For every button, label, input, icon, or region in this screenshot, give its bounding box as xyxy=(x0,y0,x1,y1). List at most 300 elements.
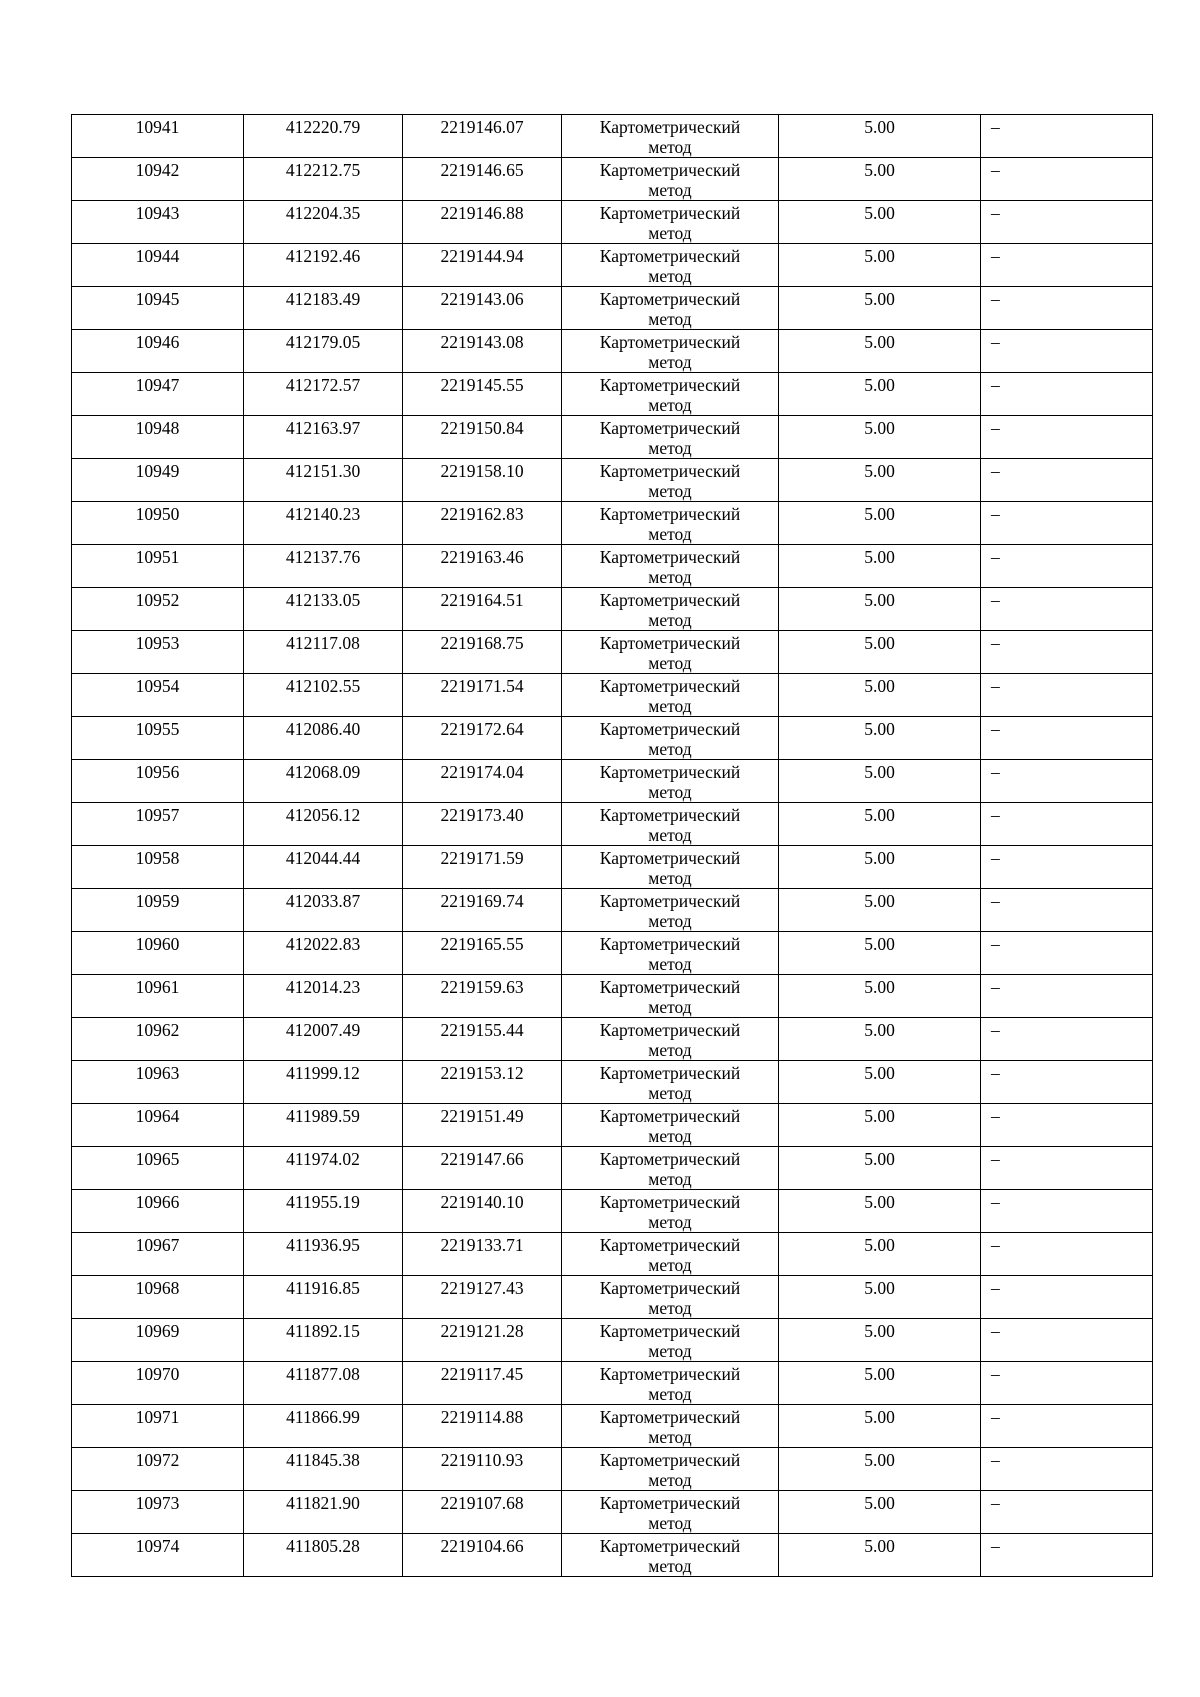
table-row xyxy=(72,889,1153,932)
method-cell xyxy=(562,1276,779,1319)
y-coordinate-cell xyxy=(403,545,562,588)
method-cell xyxy=(562,588,779,631)
x-coordinate-cell xyxy=(244,373,403,416)
accuracy-cell-text: 5.00 xyxy=(864,1450,895,1470)
method-cell-text: Картометрический метод xyxy=(599,1278,741,1318)
point-number-cell-text: 10947 xyxy=(135,375,180,395)
point-number-cell xyxy=(72,158,244,201)
table-row xyxy=(72,287,1153,330)
x-coordinate-cell xyxy=(244,158,403,201)
point-number-cell-text: 10971 xyxy=(135,1407,180,1427)
note-cell-text: – xyxy=(991,934,1000,954)
note-cell-text: – xyxy=(991,719,1000,739)
note-cell xyxy=(981,1104,1153,1147)
point-number-cell xyxy=(72,201,244,244)
note-cell xyxy=(981,1319,1153,1362)
x-coordinate-cell-text: 412204.35 xyxy=(285,203,361,223)
accuracy-cell-text: 5.00 xyxy=(864,332,895,352)
method-cell xyxy=(562,1190,779,1233)
x-coordinate-cell-text: 411955.19 xyxy=(286,1192,360,1212)
method-cell-text: Картометрический метод xyxy=(599,289,741,329)
accuracy-cell-text: 5.00 xyxy=(864,289,895,309)
coordinates-table-body xyxy=(72,115,1153,1577)
point-number-cell xyxy=(72,889,244,932)
point-number-cell-text: 10943 xyxy=(135,203,180,223)
method-cell xyxy=(562,975,779,1018)
method-cell-text: Картометрический метод xyxy=(599,1493,741,1533)
accuracy-cell-text: 5.00 xyxy=(864,1493,895,1513)
note-cell-text: – xyxy=(991,1321,1000,1341)
table-row xyxy=(72,502,1153,545)
accuracy-cell xyxy=(779,287,981,330)
method-cell xyxy=(562,1448,779,1491)
accuracy-cell-text: 5.00 xyxy=(864,246,895,266)
point-number-cell xyxy=(72,416,244,459)
accuracy-cell-text: 5.00 xyxy=(864,676,895,696)
x-coordinate-cell xyxy=(244,975,403,1018)
table-row xyxy=(72,330,1153,373)
point-number-cell-text: 10963 xyxy=(135,1063,180,1083)
point-number-cell xyxy=(72,330,244,373)
point-number-cell xyxy=(72,803,244,846)
note-cell xyxy=(981,975,1153,1018)
note-cell-text: – xyxy=(991,1407,1000,1427)
x-coordinate-cell-text: 412133.05 xyxy=(285,590,361,610)
note-cell-text: – xyxy=(991,1063,1000,1083)
y-coordinate-cell xyxy=(403,287,562,330)
x-coordinate-cell xyxy=(244,416,403,459)
note-cell-text: – xyxy=(991,289,1000,309)
note-cell xyxy=(981,1061,1153,1104)
x-coordinate-cell xyxy=(244,631,403,674)
y-coordinate-cell xyxy=(403,1362,562,1405)
accuracy-cell xyxy=(779,846,981,889)
method-cell-text: Картометрический метод xyxy=(599,676,741,716)
table-row xyxy=(72,1061,1153,1104)
method-cell-text: Картометрический метод xyxy=(599,891,741,931)
point-number-cell xyxy=(72,287,244,330)
table-row xyxy=(72,1534,1153,1577)
y-coordinate-cell-text: 2219162.83 xyxy=(440,504,524,524)
y-coordinate-cell xyxy=(403,1405,562,1448)
x-coordinate-cell-text: 412033.87 xyxy=(285,891,361,911)
point-number-cell xyxy=(72,674,244,717)
accuracy-cell-text: 5.00 xyxy=(864,762,895,782)
note-cell-text: – xyxy=(991,633,1000,653)
method-cell-text: Картометрический метод xyxy=(599,1364,741,1404)
note-cell xyxy=(981,1276,1153,1319)
accuracy-cell xyxy=(779,115,981,158)
y-coordinate-cell-text: 2219110.93 xyxy=(440,1450,524,1470)
y-coordinate-cell-text: 2219158.10 xyxy=(440,461,524,481)
x-coordinate-cell xyxy=(244,803,403,846)
x-coordinate-cell-text: 412140.23 xyxy=(285,504,361,524)
y-coordinate-cell-text: 2219150.84 xyxy=(440,418,524,438)
accuracy-cell xyxy=(779,803,981,846)
y-coordinate-cell xyxy=(403,330,562,373)
note-cell-text: – xyxy=(991,332,1000,352)
accuracy-cell-text: 5.00 xyxy=(864,117,895,137)
note-cell xyxy=(981,502,1153,545)
table-row xyxy=(72,459,1153,502)
x-coordinate-cell-text: 411877.08 xyxy=(286,1364,360,1384)
x-coordinate-cell xyxy=(244,846,403,889)
method-cell-text: Картометрический метод xyxy=(599,1321,741,1361)
y-coordinate-cell xyxy=(403,1534,562,1577)
note-cell-text: – xyxy=(991,117,1000,137)
point-number-cell xyxy=(72,1233,244,1276)
y-coordinate-cell-text: 2219121.28 xyxy=(440,1321,524,1341)
method-cell-text: Картометрический метод xyxy=(599,1106,741,1146)
x-coordinate-cell xyxy=(244,1276,403,1319)
note-cell xyxy=(981,416,1153,459)
x-coordinate-cell xyxy=(244,502,403,545)
point-number-cell-text: 10954 xyxy=(135,676,180,696)
accuracy-cell xyxy=(779,330,981,373)
y-coordinate-cell-text: 2219173.40 xyxy=(440,805,524,825)
y-coordinate-cell-text: 2219165.55 xyxy=(440,934,524,954)
x-coordinate-cell xyxy=(244,1491,403,1534)
method-cell-text: Картометрический метод xyxy=(599,934,741,974)
x-coordinate-cell xyxy=(244,1534,403,1577)
accuracy-cell xyxy=(779,416,981,459)
accuracy-cell xyxy=(779,1061,981,1104)
method-cell-text: Картометрический метод xyxy=(599,1407,741,1447)
accuracy-cell xyxy=(779,459,981,502)
accuracy-cell-text: 5.00 xyxy=(864,1278,895,1298)
x-coordinate-cell-text: 412172.57 xyxy=(285,375,361,395)
point-number-cell-text: 10970 xyxy=(135,1364,180,1384)
method-cell-text: Картометрический метод xyxy=(599,504,741,544)
x-coordinate-cell xyxy=(244,588,403,631)
point-number-cell xyxy=(72,502,244,545)
point-number-cell-text: 10941 xyxy=(135,117,180,137)
point-number-cell-text: 10962 xyxy=(135,1020,180,1040)
point-number-cell xyxy=(72,1276,244,1319)
note-cell xyxy=(981,1147,1153,1190)
accuracy-cell-text: 5.00 xyxy=(864,1106,895,1126)
x-coordinate-cell xyxy=(244,287,403,330)
table-row xyxy=(72,1319,1153,1362)
point-number-cell-text: 10957 xyxy=(135,805,180,825)
point-number-cell-text: 10950 xyxy=(135,504,180,524)
x-coordinate-cell-text: 411989.59 xyxy=(286,1106,360,1126)
accuracy-cell xyxy=(779,545,981,588)
note-cell xyxy=(981,932,1153,975)
y-coordinate-cell-text: 2219104.66 xyxy=(440,1536,524,1556)
x-coordinate-cell-text: 412056.12 xyxy=(285,805,361,825)
point-number-cell xyxy=(72,244,244,287)
method-cell xyxy=(562,115,779,158)
y-coordinate-cell xyxy=(403,1190,562,1233)
note-cell-text: – xyxy=(991,891,1000,911)
x-coordinate-cell xyxy=(244,674,403,717)
point-number-cell xyxy=(72,1104,244,1147)
y-coordinate-cell-text: 2219164.51 xyxy=(440,590,524,610)
accuracy-cell-text: 5.00 xyxy=(864,547,895,567)
accuracy-cell-text: 5.00 xyxy=(864,418,895,438)
method-cell xyxy=(562,1319,779,1362)
y-coordinate-cell xyxy=(403,932,562,975)
point-number-cell-text: 10959 xyxy=(135,891,180,911)
y-coordinate-cell xyxy=(403,889,562,932)
accuracy-cell-text: 5.00 xyxy=(864,504,895,524)
x-coordinate-cell xyxy=(244,1190,403,1233)
point-number-cell-text: 10968 xyxy=(135,1278,180,1298)
note-cell-text: – xyxy=(991,418,1000,438)
accuracy-cell-text: 5.00 xyxy=(864,203,895,223)
point-number-cell-text: 10952 xyxy=(135,590,180,610)
y-coordinate-cell xyxy=(403,1319,562,1362)
point-number-cell xyxy=(72,373,244,416)
accuracy-cell-text: 5.00 xyxy=(864,1364,895,1384)
accuracy-cell xyxy=(779,588,981,631)
method-cell-text: Картометрический метод xyxy=(599,1020,741,1060)
point-number-cell-text: 10951 xyxy=(135,547,180,567)
table-row xyxy=(72,244,1153,287)
y-coordinate-cell-text: 2219144.94 xyxy=(440,246,524,266)
y-coordinate-cell-text: 2219151.49 xyxy=(440,1106,524,1126)
y-coordinate-cell xyxy=(403,201,562,244)
note-cell-text: – xyxy=(991,1364,1000,1384)
method-cell xyxy=(562,760,779,803)
accuracy-cell-text: 5.00 xyxy=(864,633,895,653)
x-coordinate-cell xyxy=(244,1319,403,1362)
note-cell xyxy=(981,1448,1153,1491)
method-cell-text: Картометрический метод xyxy=(599,805,741,845)
y-coordinate-cell-text: 2219117.45 xyxy=(440,1364,524,1384)
method-cell xyxy=(562,631,779,674)
note-cell-text: – xyxy=(991,1493,1000,1513)
x-coordinate-cell-text: 411974.02 xyxy=(286,1149,360,1169)
y-coordinate-cell-text: 2219114.88 xyxy=(440,1407,524,1427)
y-coordinate-cell-text: 2219127.43 xyxy=(440,1278,524,1298)
accuracy-cell xyxy=(779,717,981,760)
accuracy-cell-text: 5.00 xyxy=(864,461,895,481)
method-cell xyxy=(562,803,779,846)
point-number-cell xyxy=(72,1534,244,1577)
method-cell xyxy=(562,1018,779,1061)
x-coordinate-cell-text: 412163.97 xyxy=(285,418,361,438)
x-coordinate-cell xyxy=(244,1147,403,1190)
y-coordinate-cell-text: 2219145.55 xyxy=(440,375,524,395)
table-row xyxy=(72,1233,1153,1276)
point-number-cell xyxy=(72,760,244,803)
y-coordinate-cell-text: 2219107.68 xyxy=(440,1493,524,1513)
x-coordinate-cell-text: 412220.79 xyxy=(285,117,361,137)
y-coordinate-cell xyxy=(403,1147,562,1190)
method-cell-text: Картометрический метод xyxy=(599,1450,741,1490)
table-row xyxy=(72,932,1153,975)
point-number-cell-text: 10969 xyxy=(135,1321,180,1341)
point-number-cell xyxy=(72,1362,244,1405)
y-coordinate-cell-text: 2219143.06 xyxy=(440,289,524,309)
note-cell-text: – xyxy=(991,805,1000,825)
note-cell-text: – xyxy=(991,1450,1000,1470)
x-coordinate-cell-text: 412014.23 xyxy=(285,977,361,997)
accuracy-cell-text: 5.00 xyxy=(864,848,895,868)
note-cell-text: – xyxy=(991,504,1000,524)
note-cell-text: – xyxy=(991,590,1000,610)
note-cell xyxy=(981,1018,1153,1061)
note-cell xyxy=(981,760,1153,803)
y-coordinate-cell-text: 2219172.64 xyxy=(440,719,524,739)
method-cell-text: Картометрический метод xyxy=(599,461,741,501)
accuracy-cell xyxy=(779,201,981,244)
note-cell xyxy=(981,115,1153,158)
y-coordinate-cell-text: 2219171.54 xyxy=(440,676,524,696)
y-coordinate-cell xyxy=(403,416,562,459)
x-coordinate-cell xyxy=(244,1018,403,1061)
method-cell-text: Картометрический метод xyxy=(599,1063,741,1103)
accuracy-cell xyxy=(779,373,981,416)
method-cell-text: Картометрический метод xyxy=(599,160,741,200)
accuracy-cell-text: 5.00 xyxy=(864,1536,895,1556)
point-number-cell-text: 10972 xyxy=(135,1450,180,1470)
note-cell-text: – xyxy=(991,461,1000,481)
method-cell xyxy=(562,416,779,459)
note-cell xyxy=(981,287,1153,330)
x-coordinate-cell-text: 411866.99 xyxy=(286,1407,360,1427)
method-cell xyxy=(562,545,779,588)
note-cell xyxy=(981,1491,1153,1534)
point-number-cell xyxy=(72,1147,244,1190)
method-cell-text: Картометрический метод xyxy=(599,848,741,888)
method-cell xyxy=(562,1147,779,1190)
note-cell xyxy=(981,545,1153,588)
x-coordinate-cell xyxy=(244,932,403,975)
method-cell-text: Картометрический метод xyxy=(599,117,741,157)
method-cell xyxy=(562,1061,779,1104)
y-coordinate-cell-text: 2219168.75 xyxy=(440,633,524,653)
accuracy-cell xyxy=(779,158,981,201)
x-coordinate-cell-text: 412102.55 xyxy=(285,676,361,696)
table-row xyxy=(72,1104,1153,1147)
method-cell xyxy=(562,846,779,889)
note-cell xyxy=(981,1190,1153,1233)
note-cell-text: – xyxy=(991,160,1000,180)
accuracy-cell-text: 5.00 xyxy=(864,1063,895,1083)
x-coordinate-cell-text: 411892.15 xyxy=(286,1321,360,1341)
y-coordinate-cell xyxy=(403,115,562,158)
accuracy-cell-text: 5.00 xyxy=(864,1020,895,1040)
point-number-cell-text: 10965 xyxy=(135,1149,180,1169)
accuracy-cell-text: 5.00 xyxy=(864,805,895,825)
note-cell-text: – xyxy=(991,1235,1000,1255)
x-coordinate-cell xyxy=(244,889,403,932)
method-cell xyxy=(562,1405,779,1448)
accuracy-cell xyxy=(779,1147,981,1190)
method-cell-text: Картометрический метод xyxy=(599,762,741,802)
method-cell xyxy=(562,502,779,545)
method-cell xyxy=(562,674,779,717)
x-coordinate-cell xyxy=(244,760,403,803)
point-number-cell-text: 10948 xyxy=(135,418,180,438)
note-cell xyxy=(981,201,1153,244)
method-cell xyxy=(562,1104,779,1147)
note-cell xyxy=(981,158,1153,201)
x-coordinate-cell-text: 412086.40 xyxy=(285,719,361,739)
accuracy-cell-text: 5.00 xyxy=(864,934,895,954)
method-cell-text: Картометрический метод xyxy=(599,633,741,673)
y-coordinate-cell xyxy=(403,846,562,889)
point-number-cell xyxy=(72,1061,244,1104)
note-cell xyxy=(981,674,1153,717)
point-number-cell-text: 10967 xyxy=(135,1235,180,1255)
y-coordinate-cell-text: 2219169.74 xyxy=(440,891,524,911)
accuracy-cell xyxy=(779,932,981,975)
method-cell-text: Картометрический метод xyxy=(599,1192,741,1232)
x-coordinate-cell-text: 411999.12 xyxy=(286,1063,360,1083)
accuracy-cell xyxy=(779,1405,981,1448)
method-cell-text: Картометрический метод xyxy=(599,590,741,630)
x-coordinate-cell-text: 411916.85 xyxy=(286,1278,360,1298)
accuracy-cell xyxy=(779,1018,981,1061)
point-number-cell xyxy=(72,115,244,158)
x-coordinate-cell xyxy=(244,1448,403,1491)
y-coordinate-cell xyxy=(403,631,562,674)
point-number-cell-text: 10961 xyxy=(135,977,180,997)
note-cell-text: – xyxy=(991,1106,1000,1126)
accuracy-cell xyxy=(779,1491,981,1534)
x-coordinate-cell-text: 412117.08 xyxy=(286,633,360,653)
method-cell-text: Картометрический метод xyxy=(599,1149,741,1189)
note-cell xyxy=(981,889,1153,932)
point-number-cell xyxy=(72,717,244,760)
note-cell xyxy=(981,717,1153,760)
point-number-cell-text: 10973 xyxy=(135,1493,180,1513)
table-row xyxy=(72,803,1153,846)
y-coordinate-cell xyxy=(403,760,562,803)
method-cell-text: Картометрический метод xyxy=(599,375,741,415)
note-cell xyxy=(981,631,1153,674)
point-number-cell-text: 10960 xyxy=(135,934,180,954)
table-row xyxy=(72,1362,1153,1405)
table-row xyxy=(72,588,1153,631)
point-number-cell xyxy=(72,1319,244,1362)
y-coordinate-cell xyxy=(403,674,562,717)
x-coordinate-cell xyxy=(244,330,403,373)
table-row xyxy=(72,1491,1153,1534)
y-coordinate-cell xyxy=(403,502,562,545)
method-cell xyxy=(562,330,779,373)
note-cell-text: – xyxy=(991,375,1000,395)
y-coordinate-cell xyxy=(403,1104,562,1147)
y-coordinate-cell-text: 2219143.08 xyxy=(440,332,524,352)
point-number-cell-text: 10964 xyxy=(135,1106,180,1126)
point-number-cell-text: 10974 xyxy=(135,1536,180,1556)
point-number-cell xyxy=(72,588,244,631)
y-coordinate-cell xyxy=(403,1448,562,1491)
table-row xyxy=(72,158,1153,201)
point-number-cell-text: 10946 xyxy=(135,332,180,352)
x-coordinate-cell-text: 411936.95 xyxy=(286,1235,360,1255)
table-row xyxy=(72,1147,1153,1190)
note-cell-text: – xyxy=(991,547,1000,567)
point-number-cell xyxy=(72,1405,244,1448)
point-number-cell xyxy=(72,1448,244,1491)
x-coordinate-cell-text: 412068.09 xyxy=(285,762,361,782)
x-coordinate-cell-text: 412212.75 xyxy=(285,160,361,180)
note-cell xyxy=(981,1405,1153,1448)
table-row xyxy=(72,631,1153,674)
point-number-cell-text: 10953 xyxy=(135,633,180,653)
point-number-cell-text: 10958 xyxy=(135,848,180,868)
y-coordinate-cell xyxy=(403,459,562,502)
point-number-cell xyxy=(72,459,244,502)
accuracy-cell-text: 5.00 xyxy=(864,1149,895,1169)
point-number-cell-text: 10942 xyxy=(135,160,180,180)
